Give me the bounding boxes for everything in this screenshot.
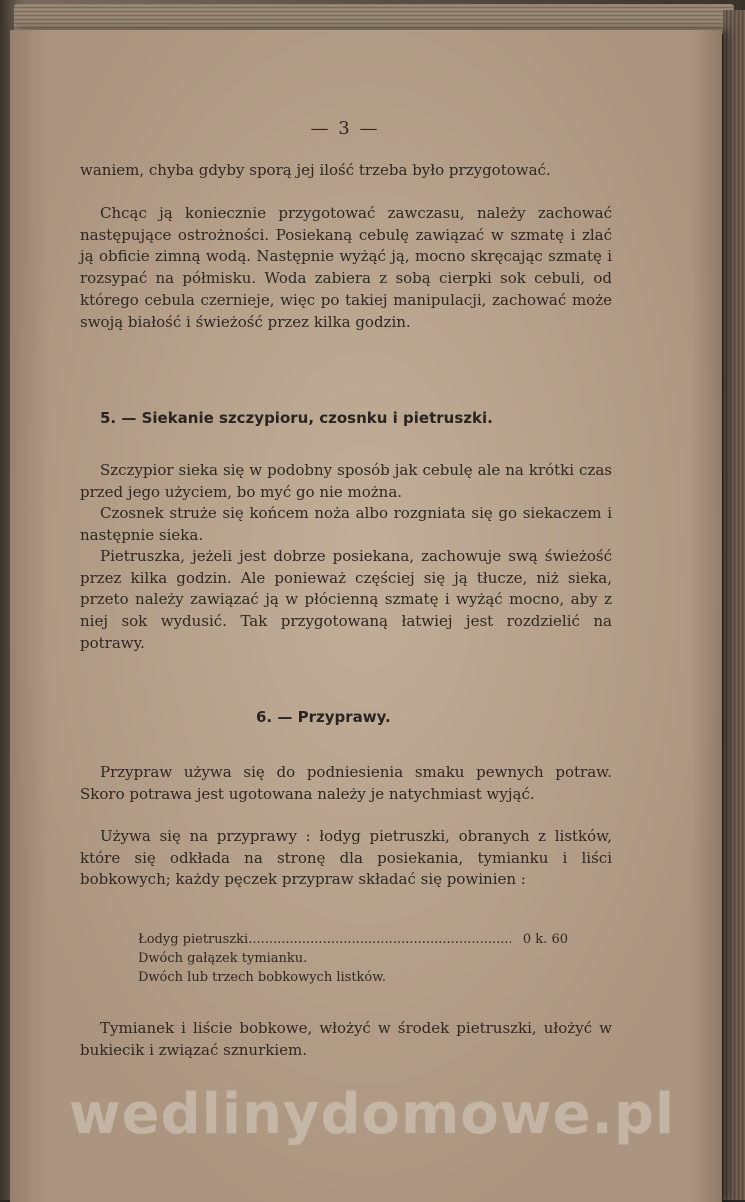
paragraph-spices-intro: Przypraw używa się do podniesienia smaku pewnych potraw. Skoro potrawa jest ugotowana należy je natychmiast wyjąć. xyxy=(80,763,612,803)
page-stack-right xyxy=(723,10,745,1200)
leader-dots xyxy=(248,930,511,949)
paragraph-garlic: Czosnek struże się końcem noża albo rozgniata się go siekaczem i następnie sieka. xyxy=(80,504,612,544)
page-number: — 3 — xyxy=(310,118,380,139)
paragraph-onion-preparation: Chcąc ją koniecznie przygotować zawczasu, należy zachować następujące ostrożności. Posiekaną cebulę zawiązać w szmatę i zlać ją obficie zimną wodą. Następnie wyżąć ją, mocno skręcając szmatę i rozsypać na półmisku. Woda zabiera z sobą cierpki sok cebuli, od którego cebula czernieje, więc po takiej manipulacji, zachować może swoją białość i świeżość przez kilka godzin. xyxy=(80,204,612,331)
section-heading-6: 6. — Przyprawy. xyxy=(256,708,391,726)
paragraph-chives: Szczypior sieka się w podobny sposób jak cebulę ale na krótki czas przed jego użyciem, bo myć go nie można. xyxy=(80,461,612,501)
list-item: Dwóch gałązek tymianku. xyxy=(138,951,308,966)
list-item: Dwóch lub trzech bobkowych listków. xyxy=(138,970,386,985)
list-item: Łodyg pietruszki ..... 0 k. 60 xyxy=(138,930,568,949)
paragraph-continuation: waniem, chyba gdyby sporą jej ilość trzeba było przygotować. xyxy=(80,161,551,179)
paragraph-parsley: Pietruszka, jeżeli jest dobrze posiekana, zachowuje swą świeżość przez kilka godzin. Ale ponieważ częściej się ją tłucze, niż sieka, przeto należy zawiązać ją w płócienną szmatę i wyżąć mocno, aby z niej sok wydusić. Tak przygotowaną łatwiej jest rozdzielić na potrawy. xyxy=(80,547,612,652)
paragraph-closing: Tymianek i liście bobkowe, włożyć w środek pietruszki, ułożyć w bukiecik i związać sznurkiem. xyxy=(80,1019,612,1059)
watermark: wedlinydomowe.pl xyxy=(68,1082,676,1147)
spice-bundle-list xyxy=(138,930,568,987)
section-heading-5: 5. — Siekanie szczypioru, czosnku i pietruszki. xyxy=(100,409,493,427)
paragraph-spices-usage: Używa się na przyprawy : łodyg pietruszki, obranych z listków, które się odkłada na stronę dla posiekania, tymianku i liści bobkowych; każdy pęczek przypraw składać się powinien : xyxy=(80,827,612,889)
